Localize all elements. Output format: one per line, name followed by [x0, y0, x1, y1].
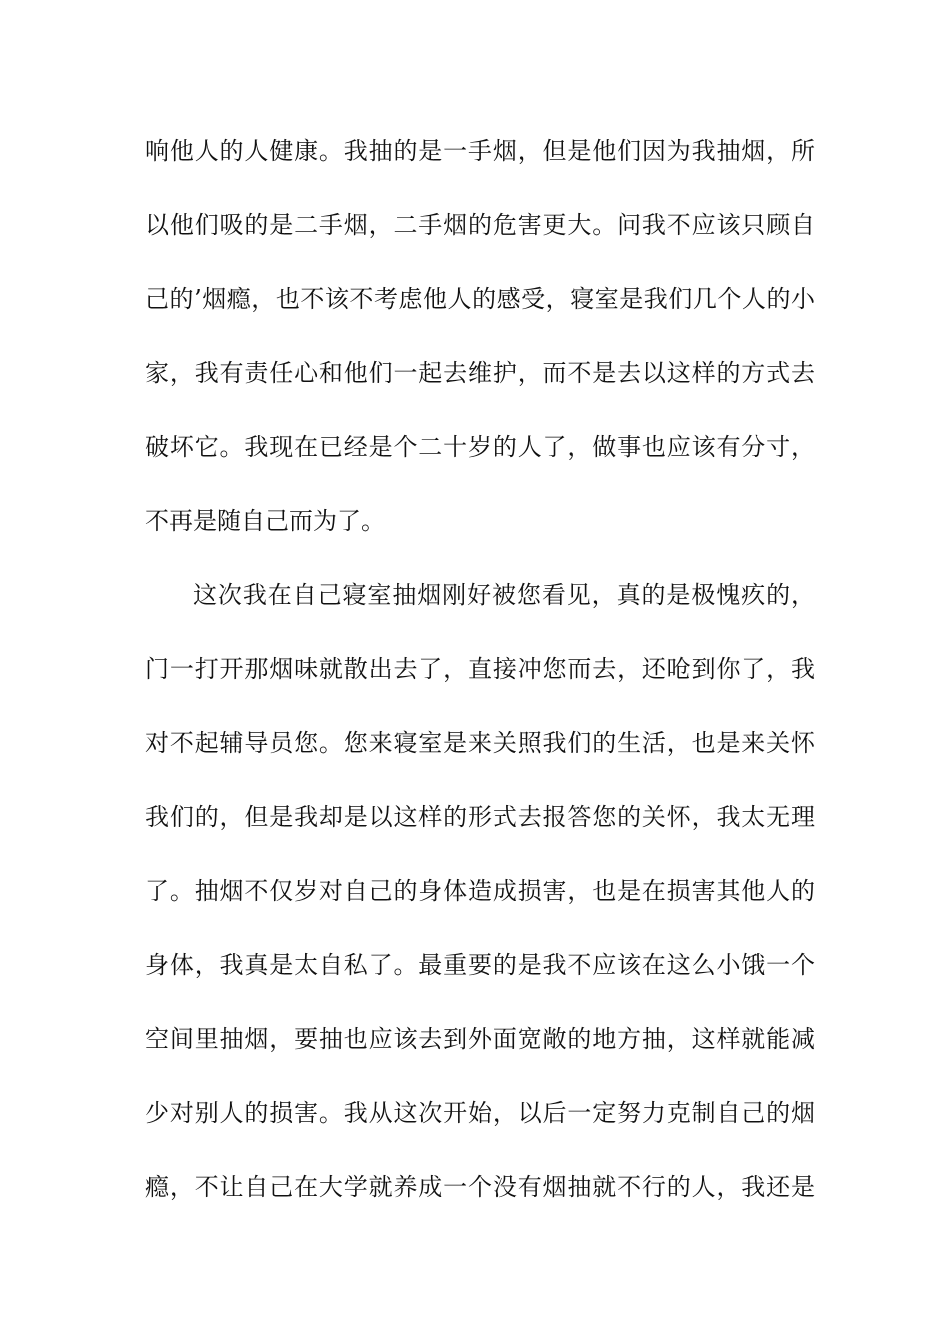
text-line: 少对别人的损害。我从这次开始，以后一定努力克制自己的烟 — [145, 1099, 815, 1127]
body-text — [145, 126, 815, 1236]
text-line: 我们的，但是我却是以这样的形式去报答您的关怀，我太无理 — [145, 803, 815, 831]
paragraph-first-line: 这次我在自己寝室抽烟刚好被您看见，真的是极愧疚的， — [193, 581, 815, 609]
text-line: 响他人的人健康。我抽的是一手烟，但是他们因为我抽烟，所 — [145, 137, 815, 165]
text-line: 不再是随自己而为了。 — [145, 507, 385, 535]
text-line: 对不起辅导员您。您来寝室是来关照我们的生活，也是来关怀 — [145, 729, 815, 757]
text-line: 破坏它。我现在已经是个二十岁的人了，做事也应该有分寸， — [145, 433, 815, 461]
text-line: 身体，我真是太自私了。最重要的是我不应该在这么小饿一个 — [145, 951, 815, 979]
text-line: 了。抽烟不仅岁对自己的身体造成损害，也是在损害其他人的 — [145, 877, 815, 905]
text-line: 以他们吸的是二手烟，二手烟的危害更大。问我不应该只顾自 — [145, 211, 815, 239]
text-line: 空间里抽烟，要抽也应该去到外面宽敞的地方抽，这样就能减 — [145, 1025, 815, 1053]
text-line: 家，我有责任心和他们一起去维护，而不是去以这样的方式去 — [145, 359, 815, 387]
text-line: 瘾，不让自己在大学就养成一个没有烟抽就不行的人，我还是 — [145, 1173, 815, 1201]
text-line: 门一打开那烟味就散出去了，直接冲您而去，还呛到你了，我 — [145, 655, 815, 683]
text-line: 己的’烟瘾，也不该不考虑他人的感受，寝室是我们几个人的小 — [145, 285, 815, 313]
